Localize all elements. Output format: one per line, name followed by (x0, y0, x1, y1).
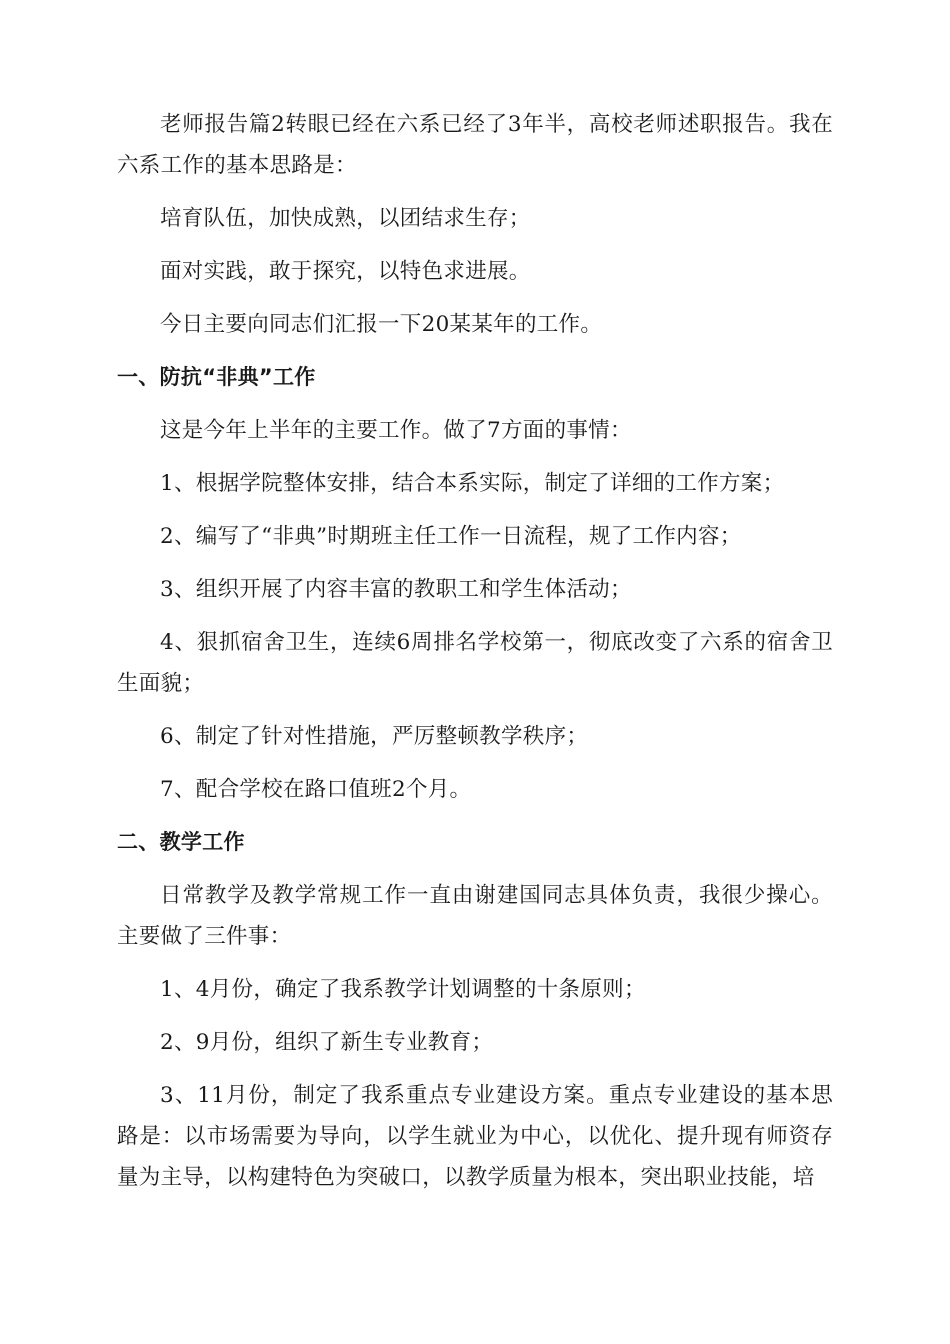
intro-paragraph-3: 面对实践，敢于探究，以特色求进展。 (160, 259, 531, 284)
section1-paragraph-2: 1、根据学院整体安排，结合本系实际，制定了详细的工作方案； (160, 471, 785, 496)
section2-paragraph-3: 2、9月份，组织了新生专业教育； (160, 1030, 494, 1055)
section1-paragraph-7: 7、配合学校在路口值班2个月。 (160, 777, 472, 802)
section-heading-epidemic: 一、防抗“非典”工作 (117, 365, 316, 389)
section1-paragraph-6: 6、制定了针对性措施，严厉整顿教学秩序； (160, 724, 589, 749)
section1-paragraph-3: 2、编写了“非典”时期班主任工作一日流程，规了工作内容； (160, 524, 742, 549)
document-page (117, 104, 833, 1198)
section-heading-teaching: 二、教学工作 (117, 830, 245, 854)
section2-paragraph-1: 日常教学及教学常规工作一直由谢建国同志具体负责，我很少操心。主要做了三件事： (117, 883, 833, 949)
intro-paragraph-4: 今日主要向同志们汇报一下20某某年的工作。 (160, 312, 603, 337)
section2-paragraph-4: 3、11月份，制定了我系重点专业建设方案。重点专业建设的基本思路是：以市场需要为导向，以学生就业为中心，以优化、提升现有师资存量为主导，以构建特色为突破口，以教学质量为根本，突出职业技能，培 (117, 1083, 833, 1190)
intro-paragraph-2: 培育队伍，加快成熟，以团结求生存； (160, 206, 531, 231)
section1-paragraph-5: 4、狠抓宿舍卫生，连续6周排名学校第一，彻底改变了六系的宿舍卫生面貌； (117, 630, 833, 696)
section1-paragraph-4: 3、组织开展了内容丰富的教职工和学生体活动； (160, 577, 632, 602)
section1-paragraph-1: 这是今年上半年的主要工作。做了7方面的事情： (160, 418, 632, 443)
intro-paragraph-1: 老师报告篇2转眼已经在六系已经了3年半，高校老师述职报告。我在六系工作的基本思路是： (117, 112, 833, 178)
section2-paragraph-2: 1、4月份，确定了我系教学计划调整的十条原则； (160, 977, 646, 1002)
